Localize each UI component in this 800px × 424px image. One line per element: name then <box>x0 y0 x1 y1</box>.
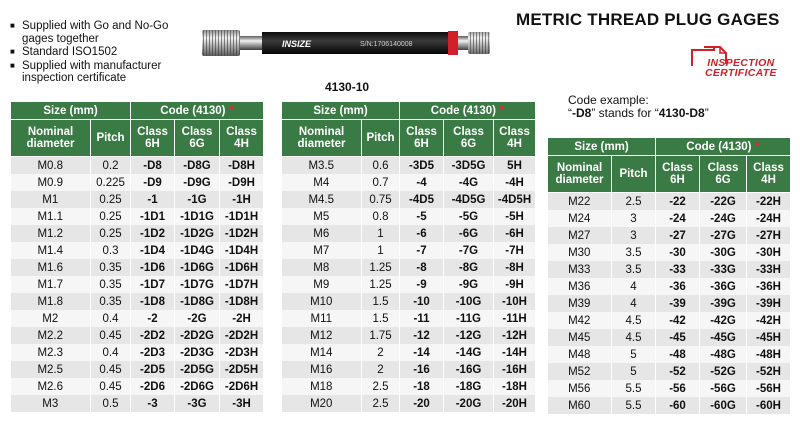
code-4h-cell: -8H <box>494 259 536 276</box>
nominal-diameter-cell: M4.5 <box>282 191 362 208</box>
pitch-cell: 5.5 <box>612 397 656 414</box>
code-6h-cell: -1D4 <box>131 242 175 259</box>
code-6h-cell: -42 <box>656 312 700 329</box>
pitch-cell: 0.45 <box>91 361 131 378</box>
table-row <box>548 261 791 278</box>
code-6g-cell: -3D5G <box>444 157 494 175</box>
table-row <box>282 310 536 327</box>
code-4h-cell: -9H <box>494 276 536 293</box>
code-6h-cell: -3 <box>131 395 175 412</box>
code-6h-cell: -2D3 <box>131 344 175 361</box>
table-row <box>548 244 791 261</box>
code-4h-cell: -33H <box>747 261 791 278</box>
page-title: METRIC THREAD PLUG GAGES <box>516 10 780 29</box>
pitch-cell: 1.75 <box>362 327 400 344</box>
nominal-diameter-cell: M42 <box>548 312 612 329</box>
code-6h-cell: -6 <box>400 225 444 242</box>
code-6h-cell: -56 <box>656 380 700 397</box>
code-4h-cell: -D9H <box>220 174 264 191</box>
pitch-cell: 4 <box>612 295 656 312</box>
table-row <box>548 193 791 211</box>
pitch-cell: 2.5 <box>362 395 400 412</box>
pitch-cell: 4.5 <box>612 312 656 329</box>
nominal-diameter-cell: M52 <box>548 363 612 380</box>
code-4h-cell: -1D7H <box>220 276 264 293</box>
code-6g-cell: -12G <box>444 327 494 344</box>
code-4h-cell: -2D3H <box>220 344 264 361</box>
code-6g-cell: -6G <box>444 225 494 242</box>
nominal-diameter-cell: M6 <box>282 225 362 242</box>
nominal-diameter-cell: M4 <box>282 174 362 191</box>
code-4h-cell: -11H <box>494 310 536 327</box>
nominal-diameter-cell: M1.8 <box>11 293 91 310</box>
code-6h-cell: -30 <box>656 244 700 261</box>
code-6h-cell: -1D2 <box>131 225 175 242</box>
size-header: Size (mm) <box>11 102 131 120</box>
size-header: Size (mm) <box>548 138 656 156</box>
nominal-diameter-cell: M20 <box>282 395 362 412</box>
code-6h-cell: -45 <box>656 329 700 346</box>
pitch-cell: 4 <box>612 278 656 295</box>
code-6h-cell: -2D5 <box>131 361 175 378</box>
nominal-diameter-cell: M1.2 <box>11 225 91 242</box>
code-4h-cell: 5H <box>494 157 536 175</box>
pitch-cell: 0.7 <box>362 174 400 191</box>
code-4h-cell: -36H <box>747 278 791 295</box>
table-row <box>548 227 791 244</box>
code-6g-cell: -60G <box>700 397 747 414</box>
code-6h-cell: -4 <box>400 174 444 191</box>
table-row <box>548 278 791 295</box>
table-row <box>548 329 791 346</box>
pitch-cell: 3 <box>612 210 656 227</box>
thread-gage-table-1 <box>10 101 264 412</box>
code-6g-cell: -1D8G <box>175 293 220 310</box>
code-header: Code (4130) * <box>400 102 536 120</box>
nominal-diameter-cell: M11 <box>282 310 362 327</box>
code-6g-cell: -18G <box>444 378 494 395</box>
table-row <box>282 225 536 242</box>
nominal-diameter-cell: M56 <box>548 380 612 397</box>
code-4h-cell: -42H <box>747 312 791 329</box>
code-6h-cell: -5 <box>400 208 444 225</box>
code-6g-cell: -39G <box>700 295 747 312</box>
code-6h-cell: -39 <box>656 295 700 312</box>
nominal-diameter-cell: M2.5 <box>11 361 91 378</box>
code-4h-cell: -16H <box>494 361 536 378</box>
pitch-cell: 0.4 <box>91 310 131 327</box>
feature-item: ■ Standard ISO1502 <box>10 46 200 59</box>
code-6h-cell: -2D6 <box>131 378 175 395</box>
code-6h-cell: -14 <box>400 344 444 361</box>
gauge-brand-label: INSIZE <box>282 39 312 49</box>
nominal-diameter-cell: M30 <box>548 244 612 261</box>
pitch-cell: 1.5 <box>362 293 400 310</box>
nominal-diameter-cell: M3.5 <box>282 157 362 175</box>
code-6g-cell: -36G <box>700 278 747 295</box>
code-4h-cell: -4H <box>494 174 536 191</box>
code-6g-cell: -10G <box>444 293 494 310</box>
nominal-diameter-cell: M10 <box>282 293 362 310</box>
code-6g-cell: -52G <box>700 363 747 380</box>
nominal-diameter-cell: M60 <box>548 397 612 414</box>
pitch-cell: 2 <box>362 361 400 378</box>
thread-plug-gauge-image <box>200 26 490 60</box>
table-row <box>11 242 264 259</box>
code-4h-cell: -56H <box>747 380 791 397</box>
code-6h-cell: -1 <box>131 191 175 208</box>
table-row <box>11 225 264 242</box>
code-6g-cell: -27G <box>700 227 747 244</box>
table-row <box>11 361 264 378</box>
code-6g-cell: -3G <box>175 395 220 412</box>
code-6g-cell: -33G <box>700 261 747 278</box>
code-6h-cell: -36 <box>656 278 700 295</box>
nominal-diameter-cell: M2.2 <box>11 327 91 344</box>
code-6g-cell: -D9G <box>175 174 220 191</box>
code-6h-cell: -11 <box>400 310 444 327</box>
code-4h-cell: -24H <box>747 210 791 227</box>
nominal-diameter-cell: M12 <box>282 327 362 344</box>
code-4h-cell: -1D2H <box>220 225 264 242</box>
nominal-diameter-header: Nominal diameter <box>11 120 91 157</box>
class-6h-header: Class 6H <box>400 120 444 157</box>
nominal-diameter-cell: M33 <box>548 261 612 278</box>
table-row <box>282 378 536 395</box>
code-4h-cell: -30H <box>747 244 791 261</box>
model-number: 4130-10 <box>325 80 370 94</box>
code-6g-cell: -D8G <box>175 157 220 175</box>
code-6g-cell: -22G <box>700 193 747 211</box>
code-4h-cell: -12H <box>494 327 536 344</box>
code-6h-cell: -3D5 <box>400 157 444 175</box>
code-6g-cell: -48G <box>700 346 747 363</box>
code-6h-cell: -18 <box>400 378 444 395</box>
thread-gage-table-3 <box>547 137 791 414</box>
nominal-diameter-header: Nominal diameter <box>548 156 612 193</box>
nominal-diameter-cell: M7 <box>282 242 362 259</box>
code-6g-cell: -45G <box>700 329 747 346</box>
code-6h-cell: -20 <box>400 395 444 412</box>
code-6g-cell: -8G <box>444 259 494 276</box>
feature-item: ■ Supplied with manufacturer inspection certificate <box>10 60 200 85</box>
code-6g-cell: -1D4G <box>175 242 220 259</box>
table-row <box>282 174 536 191</box>
table-row <box>548 397 791 414</box>
table-row <box>11 191 264 208</box>
pitch-header: Pitch <box>362 120 400 157</box>
pitch-cell: 0.45 <box>91 327 131 344</box>
code-6h-cell: -33 <box>656 261 700 278</box>
code-6h-cell: -48 <box>656 346 700 363</box>
nominal-diameter-cell: M3 <box>11 395 91 412</box>
code-4h-cell: -4D5H <box>494 191 536 208</box>
pitch-cell: 0.35 <box>91 293 131 310</box>
code-6h-cell: -16 <box>400 361 444 378</box>
code-6h-cell: -D9 <box>131 174 175 191</box>
code-6h-cell: -60 <box>656 397 700 414</box>
code-6g-cell: -9G <box>444 276 494 293</box>
nominal-diameter-cell: M2.6 <box>11 378 91 395</box>
pitch-cell: 0.75 <box>362 191 400 208</box>
nominal-diameter-cell: M1.1 <box>11 208 91 225</box>
code-4h-cell: -2H <box>220 310 264 327</box>
code-6h-cell: -4D5 <box>400 191 444 208</box>
pitch-cell: 0.45 <box>91 378 131 395</box>
table-row <box>548 346 791 363</box>
table-row <box>548 295 791 312</box>
pitch-cell: 1 <box>362 242 400 259</box>
pitch-cell: 5 <box>612 346 656 363</box>
table-row <box>11 293 264 310</box>
code-4h-cell: -5H <box>494 208 536 225</box>
class-6g-header: Class 6G <box>444 120 494 157</box>
code-6h-cell: -D8 <box>131 157 175 175</box>
code-4h-cell: -14H <box>494 344 536 361</box>
code-4h-cell: -20H <box>494 395 536 412</box>
nominal-diameter-cell: M27 <box>548 227 612 244</box>
code-6g-cell: -7G <box>444 242 494 259</box>
pitch-cell: 0.25 <box>91 191 131 208</box>
pitch-cell: 5 <box>612 363 656 380</box>
table-row <box>282 276 536 293</box>
code-6g-cell: -4D5G <box>444 191 494 208</box>
nominal-diameter-cell: M0.9 <box>11 174 91 191</box>
code-6h-cell: -2D2 <box>131 327 175 344</box>
code-header: Code (4130) * <box>131 102 264 120</box>
code-6h-cell: -1D1 <box>131 208 175 225</box>
code-example-heading: Code example: <box>568 93 649 107</box>
code-6h-cell: -52 <box>656 363 700 380</box>
code-4h-cell: -3H <box>220 395 264 412</box>
inspection-certificate-label <box>705 58 777 78</box>
code-4h-cell: -2D6H <box>220 378 264 395</box>
code-4h-cell: -1D6H <box>220 259 264 276</box>
code-6g-cell: -30G <box>700 244 747 261</box>
table-row <box>11 276 264 293</box>
nominal-diameter-cell: M36 <box>548 278 612 295</box>
pitch-cell: 3.5 <box>612 244 656 261</box>
code-6h-cell: -7 <box>400 242 444 259</box>
pitch-cell: 0.35 <box>91 259 131 276</box>
code-6h-cell: -1D6 <box>131 259 175 276</box>
pitch-cell: 2.5 <box>362 378 400 395</box>
feature-item: ■ Supplied with Go and No-Go gages together <box>10 20 200 45</box>
nominal-diameter-cell: M2 <box>11 310 91 327</box>
nominal-diameter-cell: M1 <box>11 191 91 208</box>
table-row <box>282 191 536 208</box>
nominal-diameter-cell: M1.4 <box>11 242 91 259</box>
table-row <box>11 327 264 344</box>
nominal-diameter-cell: M1.6 <box>11 259 91 276</box>
nominal-diameter-cell: M14 <box>282 344 362 361</box>
class-6g-header: Class 6G <box>175 120 220 157</box>
table-row <box>548 312 791 329</box>
code-4h-cell: -2D2H <box>220 327 264 344</box>
pitch-cell: 0.6 <box>362 157 400 175</box>
code-4h-cell: -22H <box>747 193 791 211</box>
nominal-diameter-cell: M48 <box>548 346 612 363</box>
code-4h-cell: -D8H <box>220 157 264 175</box>
pitch-header: Pitch <box>91 120 131 157</box>
code-6g-cell: -24G <box>700 210 747 227</box>
code-4h-cell: -27H <box>747 227 791 244</box>
class-6h-header: Class 6H <box>656 156 700 193</box>
code-4h-cell: -6H <box>494 225 536 242</box>
pitch-cell: 0.25 <box>91 208 131 225</box>
pitch-cell: 0.4 <box>91 344 131 361</box>
code-4h-cell: -18H <box>494 378 536 395</box>
code-6g-cell: -1D6G <box>175 259 220 276</box>
code-6g-cell: -4G <box>444 174 494 191</box>
nominal-diameter-cell: M2.3 <box>11 344 91 361</box>
code-6g-cell: -11G <box>444 310 494 327</box>
code-6g-cell: -56G <box>700 380 747 397</box>
table-row <box>11 310 264 327</box>
code-4h-cell: -2D5H <box>220 361 264 378</box>
class-6h-header: Class 6H <box>131 120 175 157</box>
pitch-cell: 1 <box>362 225 400 242</box>
pitch-header: Pitch <box>612 156 656 193</box>
table-row <box>282 344 536 361</box>
code-4h-cell: -10H <box>494 293 536 310</box>
code-6g-cell: -2D3G <box>175 344 220 361</box>
code-6g-cell: -2D5G <box>175 361 220 378</box>
code-6g-cell: -2G <box>175 310 220 327</box>
table-row <box>282 293 536 310</box>
code-4h-cell: -48H <box>747 346 791 363</box>
code-6h-cell: -1D7 <box>131 276 175 293</box>
table-row <box>548 380 791 397</box>
code-6h-cell: -27 <box>656 227 700 244</box>
code-6g-cell: -2D6G <box>175 378 220 395</box>
code-4h-cell: -39H <box>747 295 791 312</box>
pitch-cell: 2.5 <box>612 193 656 211</box>
certificate-line2: CERTIFICATE <box>705 67 777 79</box>
nominal-diameter-cell: M22 <box>548 193 612 211</box>
code-6g-cell: -1D7G <box>175 276 220 293</box>
feature-list <box>10 20 200 86</box>
pitch-cell: 3.5 <box>612 261 656 278</box>
table-row <box>282 259 536 276</box>
code-6g-cell: -42G <box>700 312 747 329</box>
code-6h-cell: -24 <box>656 210 700 227</box>
code-4h-cell: -1D4H <box>220 242 264 259</box>
code-6h-cell: -22 <box>656 193 700 211</box>
table-row <box>282 208 536 225</box>
nominal-diameter-cell: M5 <box>282 208 362 225</box>
class-4h-header: Class 4H <box>220 120 264 157</box>
code-4h-cell: -1H <box>220 191 264 208</box>
code-6h-cell: -12 <box>400 327 444 344</box>
table-row <box>282 327 536 344</box>
code-6h-cell: -9 <box>400 276 444 293</box>
code-6h-cell: -8 <box>400 259 444 276</box>
pitch-cell: 0.35 <box>91 276 131 293</box>
code-6g-cell: -20G <box>444 395 494 412</box>
nominal-diameter-cell: M9 <box>282 276 362 293</box>
table-row <box>11 395 264 412</box>
table-row <box>282 242 536 259</box>
pitch-cell: 2 <box>362 344 400 361</box>
code-6g-cell: -1G <box>175 191 220 208</box>
class-4h-header: Class 4H <box>494 120 536 157</box>
table-row <box>11 208 264 225</box>
nominal-diameter-cell: M16 <box>282 361 362 378</box>
nominal-diameter-cell: M45 <box>548 329 612 346</box>
code-4h-cell: -45H <box>747 329 791 346</box>
nominal-diameter-cell: M24 <box>548 210 612 227</box>
nominal-diameter-header: Nominal diameter <box>282 120 362 157</box>
code-4h-cell: -60H <box>747 397 791 414</box>
thread-gage-table-2 <box>281 101 536 412</box>
table-row <box>11 378 264 395</box>
pitch-cell: 0.225 <box>91 174 131 191</box>
pitch-cell: 1.25 <box>362 259 400 276</box>
pitch-cell: 0.3 <box>91 242 131 259</box>
table-row <box>282 361 536 378</box>
nominal-diameter-cell: M18 <box>282 378 362 395</box>
code-example-text: “-D8” stands for “4130-D8” <box>568 106 709 120</box>
nominal-diameter-cell: M39 <box>548 295 612 312</box>
table-row <box>548 363 791 380</box>
size-header: Size (mm) <box>282 102 400 120</box>
certificate-line1: INSPECTION <box>707 57 775 69</box>
code-6g-cell: -16G <box>444 361 494 378</box>
nominal-diameter-cell: M0.8 <box>11 157 91 175</box>
pitch-cell: 0.8 <box>362 208 400 225</box>
nominal-diameter-cell: M1.7 <box>11 276 91 293</box>
pitch-cell: 1.5 <box>362 310 400 327</box>
class-6g-header: Class 6G <box>700 156 747 193</box>
table-row <box>548 210 791 227</box>
code-6g-cell: -5G <box>444 208 494 225</box>
pitch-cell: 0.5 <box>91 395 131 412</box>
pitch-cell: 4.5 <box>612 329 656 346</box>
pitch-cell: 0.2 <box>91 157 131 175</box>
table-row <box>282 395 536 412</box>
table-row <box>11 344 264 361</box>
code-6g-cell: -14G <box>444 344 494 361</box>
pitch-cell: 1.25 <box>362 276 400 293</box>
code-6h-cell: -2 <box>131 310 175 327</box>
table-row <box>282 157 536 175</box>
code-4h-cell: -1D1H <box>220 208 264 225</box>
code-example <box>568 94 709 120</box>
pitch-cell: 0.25 <box>91 225 131 242</box>
class-4h-header: Class 4H <box>747 156 791 193</box>
code-6g-cell: -1D2G <box>175 225 220 242</box>
code-4h-cell: -1D8H <box>220 293 264 310</box>
code-4h-cell: -7H <box>494 242 536 259</box>
code-4h-cell: -52H <box>747 363 791 380</box>
table-row <box>11 157 264 175</box>
pitch-cell: 5.5 <box>612 380 656 397</box>
code-6g-cell: -1D1G <box>175 208 220 225</box>
code-6h-cell: -10 <box>400 293 444 310</box>
nominal-diameter-cell: M8 <box>282 259 362 276</box>
table-row <box>11 174 264 191</box>
pitch-cell: 3 <box>612 227 656 244</box>
gauge-serial-label: S/N:1706140008 <box>360 41 413 48</box>
code-header: Code (4130) * <box>656 138 791 156</box>
code-6g-cell: -2D2G <box>175 327 220 344</box>
code-6h-cell: -1D8 <box>131 293 175 310</box>
table-row <box>11 259 264 276</box>
